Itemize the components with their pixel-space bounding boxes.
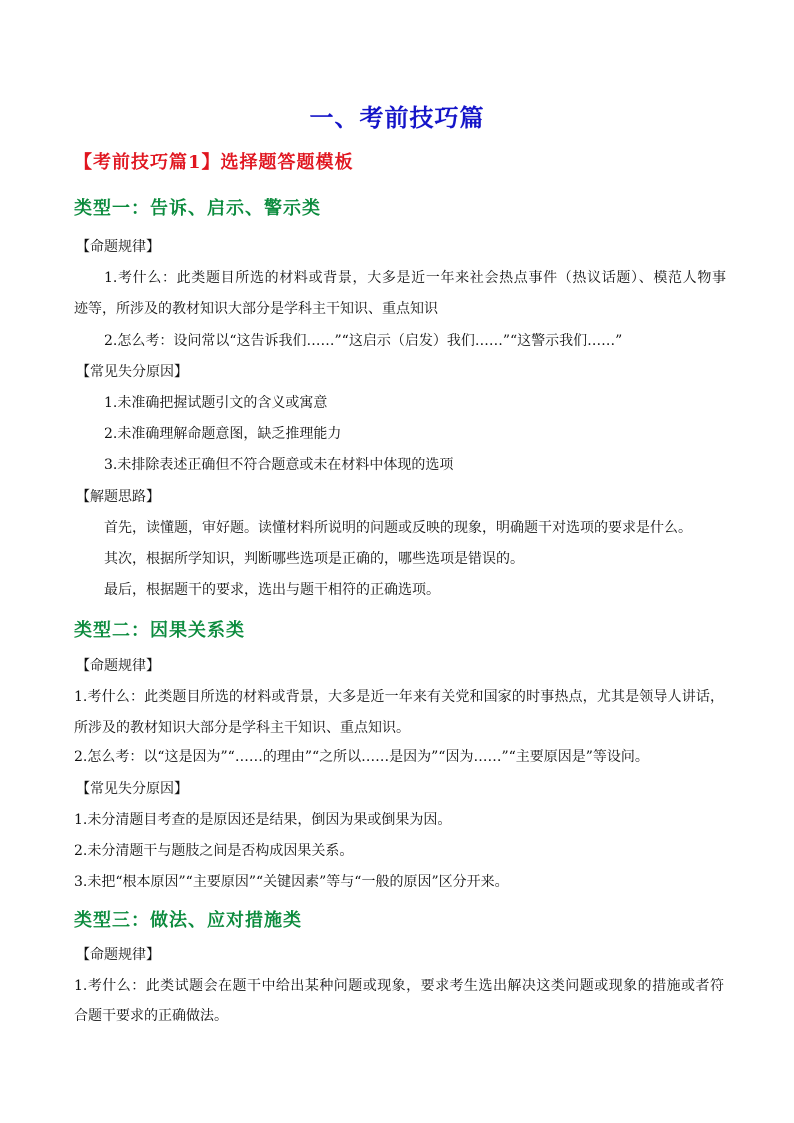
type2-fail-3: 3.未把“根本原因”“主要原因”“关键因素”等与“一般的原因”区分开来。 [74,874,509,890]
type2-fail-label: 【常见失分原因】 [76,781,188,797]
type3-rule-1a: 1.考什么：此类试题会在题干中给出某种问题或现象，要求考生选出解决这类问题或现象的措施或者符 [74,978,724,994]
section-subtitle: 【考前技巧篇1】选择题答题模板 [74,152,354,173]
type1-rule-1a: 1.考什么：此类题目所选的材料或背景，大多是近一年来社会热点事件（热议话题）、模范人物事 [104,270,726,286]
page-title: 一、考前技巧篇 [309,104,485,132]
type1-fail-2: 2.未准确理解命题意图，缺乏推理能力 [104,426,342,442]
type1-rule-2: 2.怎么考：设问常以“这告诉我们……”“这启示（启发）我们……”“这警示我们……” [104,333,623,349]
type1-rule-label: 【命题规律】 [76,239,160,255]
type2-fail-2: 2.未分清题干与题肢之间是否构成因果关系。 [74,843,354,859]
type1-idea-3: 最后，根据题干的要求，选出与题干相符的正确选项。 [104,582,440,598]
type3-rule-label: 【命题规律】 [76,947,160,963]
type1-fail-1: 1.未准确把握试题引文的含义或寓意 [104,395,328,411]
type1-rule-1b: 迹等，所涉及的教材知识大部分是学科主干知识、重点知识 [74,301,438,317]
type1-idea-1: 首先，读懂题，审好题。读懂材料所说明的问题或反映的现象，明确题干对选项的要求是什么。 [104,520,692,536]
type1-fail-3: 3.未排除表述正确但不符合题意或未在材料中体现的选项 [104,457,454,473]
type1-idea-2: 其次，根据所学知识，判断哪些选项是正确的，哪些选项是错误的。 [104,551,524,567]
type2-rule-1b: 所涉及的教材知识大部分是学科主干知识、重点知识。 [74,720,410,736]
type1-heading: 类型一：告诉、启示、警示类 [74,198,321,219]
type1-idea-label: 【解题思路】 [76,489,160,505]
type2-rule-1a: 1.考什么：此类题目所选的材料或背景，大多是近一年来有关党和国家的时事热点，尤其是领导人讲话， [74,689,724,705]
type2-rule-2: 2.怎么考：以“这是因为”“……的理由”“之所以……是因为”“因为……”“主要原因是”等设问。 [74,749,649,765]
type3-rule-1b: 合题干要求的正确做法。 [74,1008,228,1024]
type2-rule-label: 【命题规律】 [76,658,160,674]
type3-heading: 类型三：做法、应对措施类 [74,910,302,931]
type2-fail-1: 1.未分清题目考查的是原因还是结果，倒因为果或倒果为因。 [74,812,452,828]
type1-fail-label: 【常见失分原因】 [76,364,188,380]
type2-heading: 类型二：因果关系类 [74,620,245,641]
